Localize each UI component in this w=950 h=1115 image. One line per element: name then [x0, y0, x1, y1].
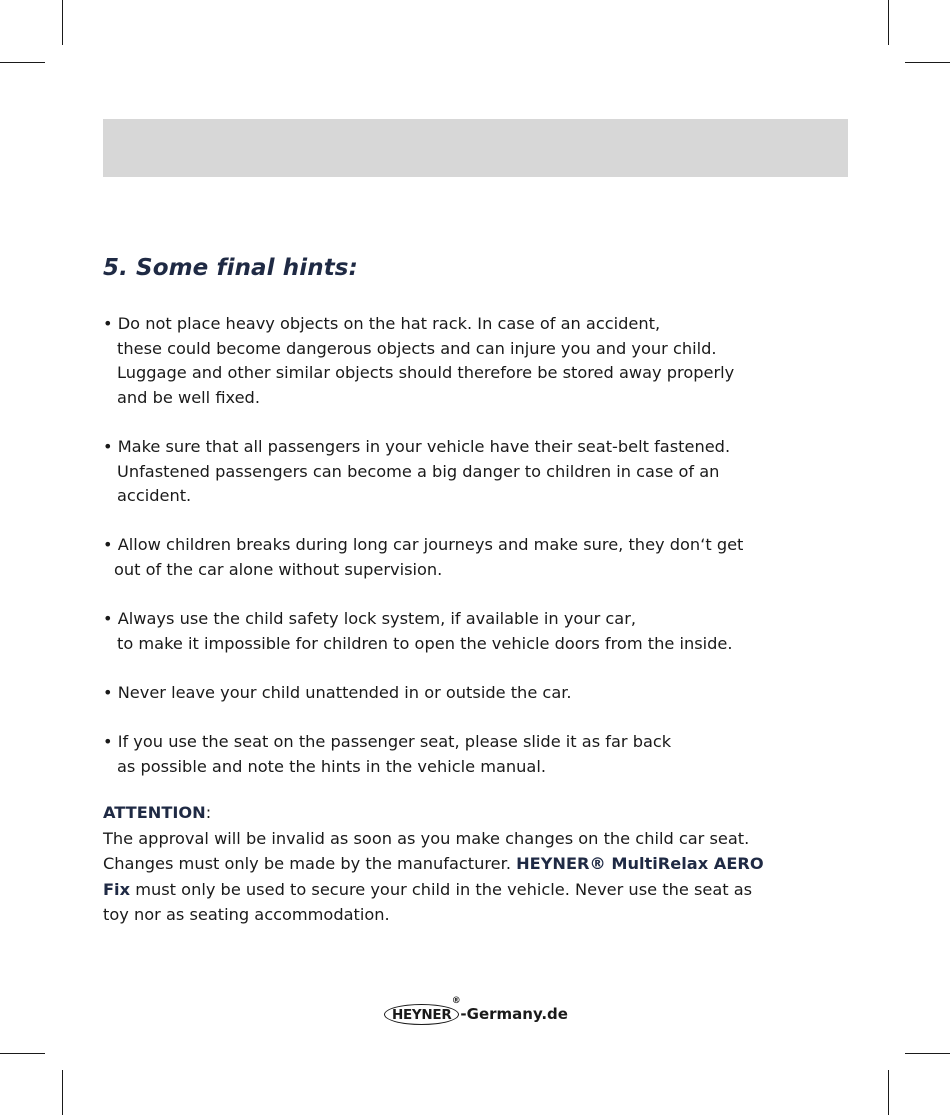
logo-registered-mark: ® — [451, 995, 461, 1006]
attention-title-row — [103, 800, 873, 826]
hint-line: to make it impossible for children to open the vehicle doors from the inside. — [117, 633, 733, 653]
hint-passenger-seat — [103, 730, 863, 779]
logo-domain: -Germany.de — [460, 1005, 568, 1023]
hint-breaks — [103, 533, 863, 582]
crop-mark-bottom-right-vertical — [888, 1070, 889, 1115]
crop-mark-top-right-horizontal — [905, 62, 950, 63]
crop-mark-top-left-horizontal — [0, 62, 45, 63]
product-name: HEYNER® MultiRelax AERO — [516, 854, 764, 873]
hint-line: • Allow children breaks during long car journeys and make sure, they don‘t get — [103, 535, 744, 555]
attention-block — [103, 800, 873, 928]
hint-line: accident. — [117, 486, 192, 506]
hint-line: out of the car alone without supervision. — [114, 559, 443, 579]
attention-line — [103, 877, 873, 903]
hint-line: and be well fixed. — [117, 387, 260, 407]
attention-label: ATTENTION — [103, 803, 206, 822]
hint-line: Luggage and other similar objects should therefore be stored away properly — [117, 363, 735, 383]
hint-safety-lock — [103, 607, 863, 656]
crop-mark-top-right-vertical — [888, 0, 889, 45]
attention-colon: : — [205, 803, 212, 822]
hint-line: • Make sure that all passengers in your vehicle have their seat-belt fastened. — [103, 436, 731, 456]
hint-line: • If you use the seat on the passenger seat, please slide it as far back — [103, 732, 672, 752]
hint-unattended — [103, 681, 863, 706]
attention-line: The approval will be invalid as soon as you make changes on the child car seat. — [103, 828, 750, 848]
hint-seat-belts — [103, 435, 863, 509]
logo-brand-oval — [384, 995, 461, 1025]
hint-line: • Always use the child safety lock system, if available in your car, — [103, 609, 637, 629]
logo-brand: HEYNER — [392, 1006, 452, 1023]
crop-mark-bottom-left-horizontal — [0, 1053, 45, 1054]
attention-line — [103, 851, 873, 877]
crop-mark-top-left-vertical — [62, 0, 63, 45]
hint-hat-rack — [103, 312, 863, 410]
hint-line: • Never leave your child unattended in or outside the car. — [103, 682, 572, 702]
attention-text: must only be used to secure your child in the vehicle. Never use the seat as — [130, 879, 753, 899]
hint-line: these could become dangerous objects and can injure you and your child. — [117, 338, 717, 358]
heyner-logo — [384, 996, 568, 1032]
attention-text: Changes must only be made by the manufacturer. — [103, 854, 517, 873]
attention-line: toy nor as seating accommodation. — [103, 905, 390, 924]
header-band — [103, 119, 848, 177]
product-name-end: Fix — [103, 879, 131, 899]
crop-mark-bottom-right-horizontal — [905, 1053, 950, 1054]
crop-mark-bottom-left-vertical — [62, 1070, 63, 1115]
section-heading: 5. Some final hints: — [103, 255, 358, 281]
hints-list — [103, 312, 863, 804]
hint-line: as possible and note the hints in the vehicle manual. — [117, 756, 546, 776]
hint-line: Unfastened passengers can become a big danger to children in case of an — [117, 461, 720, 481]
hint-line: • Do not place heavy objects on the hat rack. In case of an accident, — [103, 314, 661, 333]
